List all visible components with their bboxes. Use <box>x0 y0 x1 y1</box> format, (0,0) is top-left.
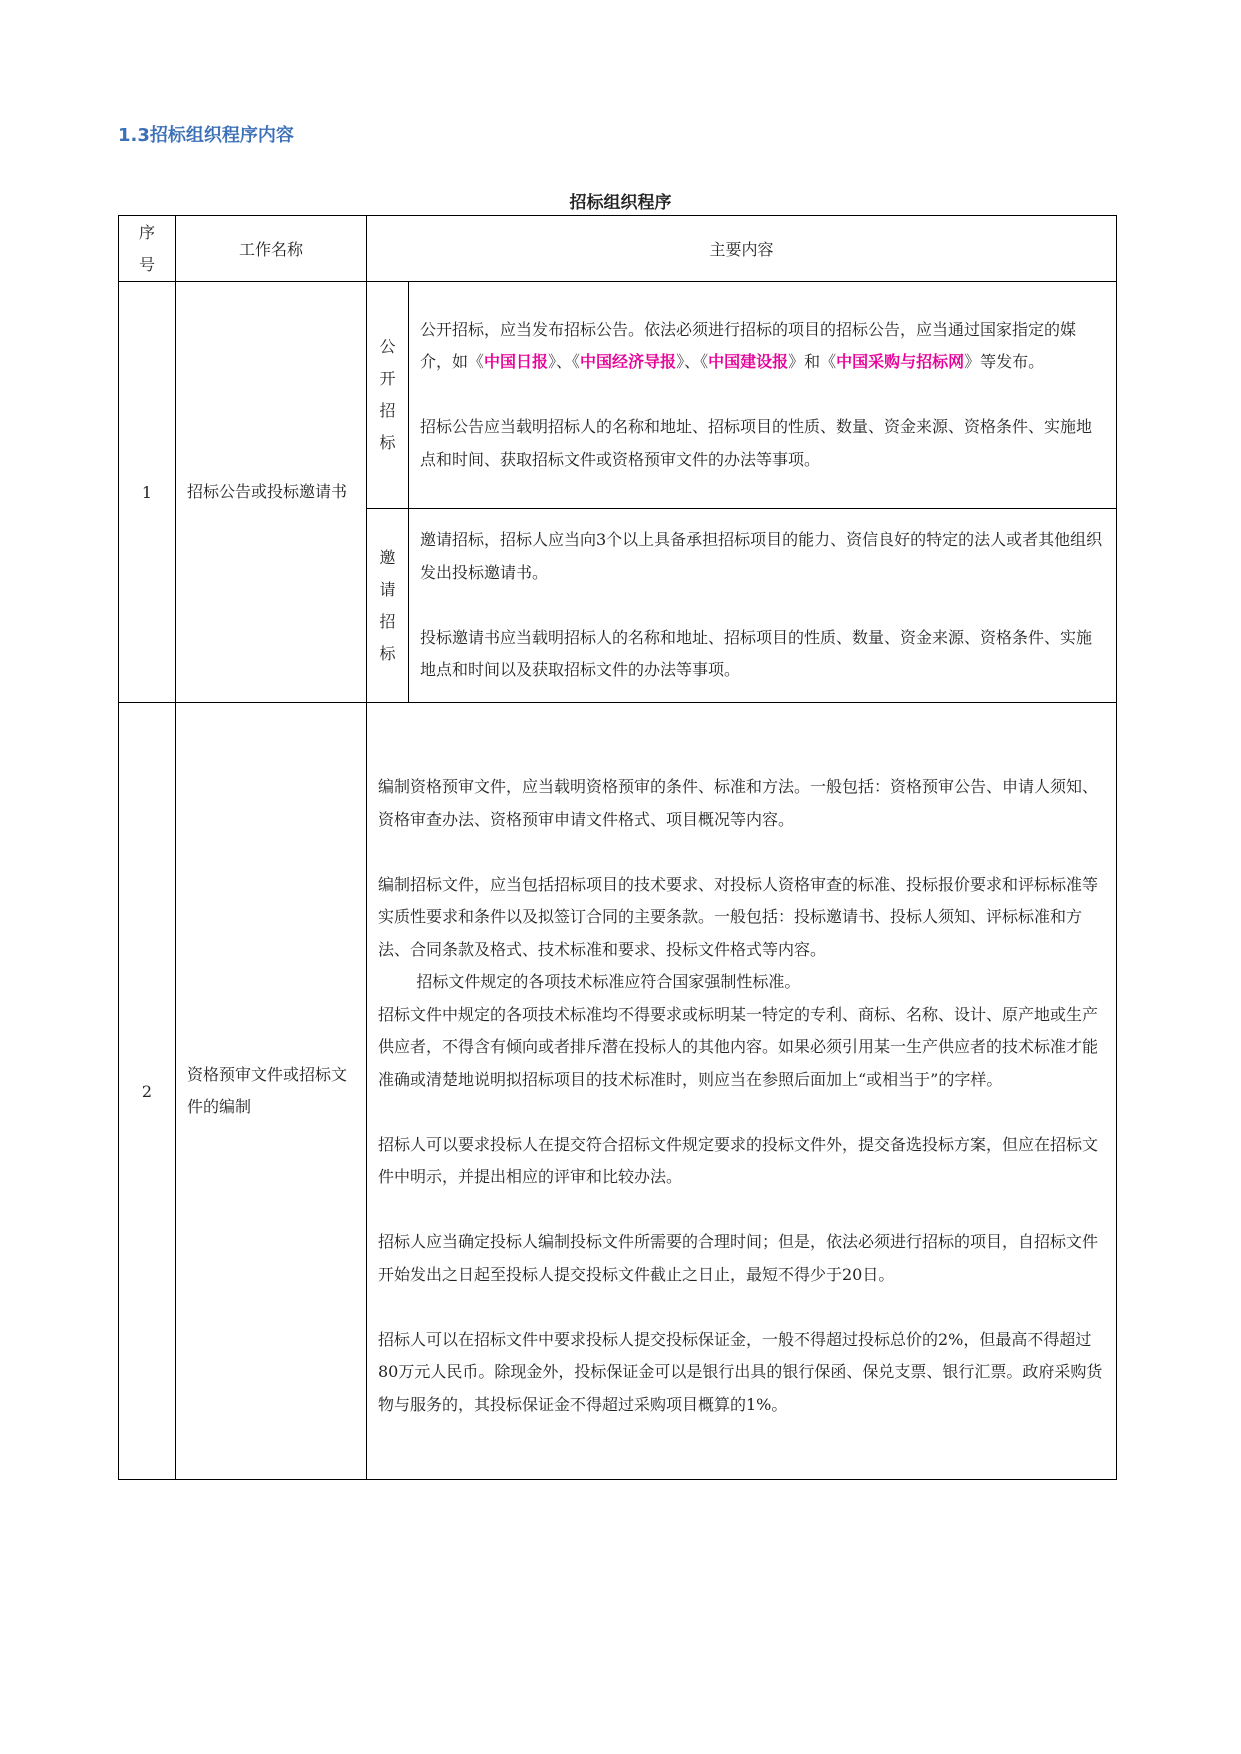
table-caption: 招标组织程序 <box>569 193 672 213</box>
row2-name-text: 资格预审文件或招标文件的编制 <box>187 1065 348 1116</box>
invite-tender-paragraph-1: 邀请招标，招标人应当向3个以上具备承担招标项目的能力、资信良好的特定的法人或者其他组织发出投标邀请书。 <box>420 530 1103 582</box>
row2-paragraph-2: 编制招标文件，应当包括招标项目的技术要求、对投标人资格审查的标准、投标报价要求和评标标准等实质性要求和条件以及拟签订合同的主要条款。一般包括：投标邀请书、投标人须知、评标标准和方法、合同条款及格式、技术标准和要求、投标文件格式等内容。 <box>378 874 1099 959</box>
media-link: 中国日报 <box>484 352 549 372</box>
header-seq-label: 序号 <box>139 222 156 274</box>
invite-tender-paragraph-2: 投标邀请书应当载明招标人的名称和地址、招标项目的性质、数量、资金来源、资格条件、实施地点和时间以及获取招标文件的办法等事项。 <box>420 627 1093 680</box>
row2-paragraph-1: 编制资格预审文件，应当载明资格预审的条件、标准和方法。一般包括：资格预审公告、申请人须知、资格审查办法、资格预审申请文件格式、项目概况等内容。 <box>378 777 1099 829</box>
row2-paragraph-4: 招标文件中规定的各项技术标准均不得要求或标明某一特定的专利、商标、名称、设计、原产地或生产供应者，不得含有倾向或者排斥潜在投标人的其他内容。如果必须引用某一生产供应者的技术标准才能准确或清楚地说明拟招标项目的技术标准时，则应当在参照后面加上“或相当于”的字样。 <box>378 1004 1099 1089</box>
row2-name <box>176 703 367 1480</box>
row1-name <box>176 282 367 703</box>
row1-name-text: 招标公告或投标邀请书 <box>187 482 348 501</box>
media-link: 中国建设报 <box>708 352 789 372</box>
open-tender-paragraph-2: 招标公告应当载明招标人的名称和地址、招标项目的性质、数量、资金来源、资格条件、实施地点和时间、获取招标文件或资格预审文件的办法等事项。 <box>420 417 1093 469</box>
section-heading: 1.3招标组织程序内容 <box>118 125 294 146</box>
row1-open-content <box>409 282 1117 509</box>
row2-paragraph-6: 招标人应当确定投标人编制投标文件所需要的合理时间；但是，依法必须进行招标的项目，自招标文件开始发出之日起至投标人提交投标文件截止之日止，最短不得少于20日。 <box>378 1232 1099 1284</box>
invite-tender-label: 邀请招标 <box>379 547 396 663</box>
table-row <box>119 703 1117 1480</box>
header-name: 工作名称 <box>176 216 367 282</box>
media-link: 中国经济导报 <box>580 352 677 372</box>
open-tender-paragraph-1: 公开招标，应当发布招标公告。依法必须进行招标的项目的招标公告，应当通过国家指定的媒介，如《中国日报》、《中国经济导报》、《中国建设报》和《中国采购与招标网》等发布。 <box>420 319 1077 372</box>
row1-open-label <box>367 282 409 509</box>
open-tender-label: 公开招标 <box>379 337 396 452</box>
table-header-row <box>119 216 1117 282</box>
row2-paragraph-7: 招标人可以在招标文件中要求投标人提交投标保证金，一般不得超过投标总价的2%，但最高不得超过80万元人民币。除现金外，投标保证金可以是银行出具的银行保函、保兑支票、银行汇票。政府采购货物与服务的，其投标保证金不得超过采购项目概算的1%。 <box>378 1329 1103 1414</box>
row1-invite-label <box>367 509 409 703</box>
row2-content <box>367 703 1117 1480</box>
media-link: 中国采购与招标网 <box>836 352 965 372</box>
row1-invite-content <box>409 509 1117 703</box>
row2-paragraph-5: 招标人可以要求投标人在提交符合招标文件规定要求的投标文件外，提交备选投标方案，但应在招标文件中明示，并提出相应的评审和比较办法。 <box>378 1134 1099 1186</box>
row1-seq: 1 <box>119 282 176 703</box>
row2-seq: 2 <box>119 703 176 1480</box>
header-content: 主要内容 <box>367 216 1117 282</box>
procedure-table <box>118 215 1117 1480</box>
row2-paragraph-3: 招标文件规定的各项技术标准应符合国家强制性标准。 <box>416 972 801 991</box>
table-row <box>119 282 1117 509</box>
header-seq <box>119 216 176 282</box>
